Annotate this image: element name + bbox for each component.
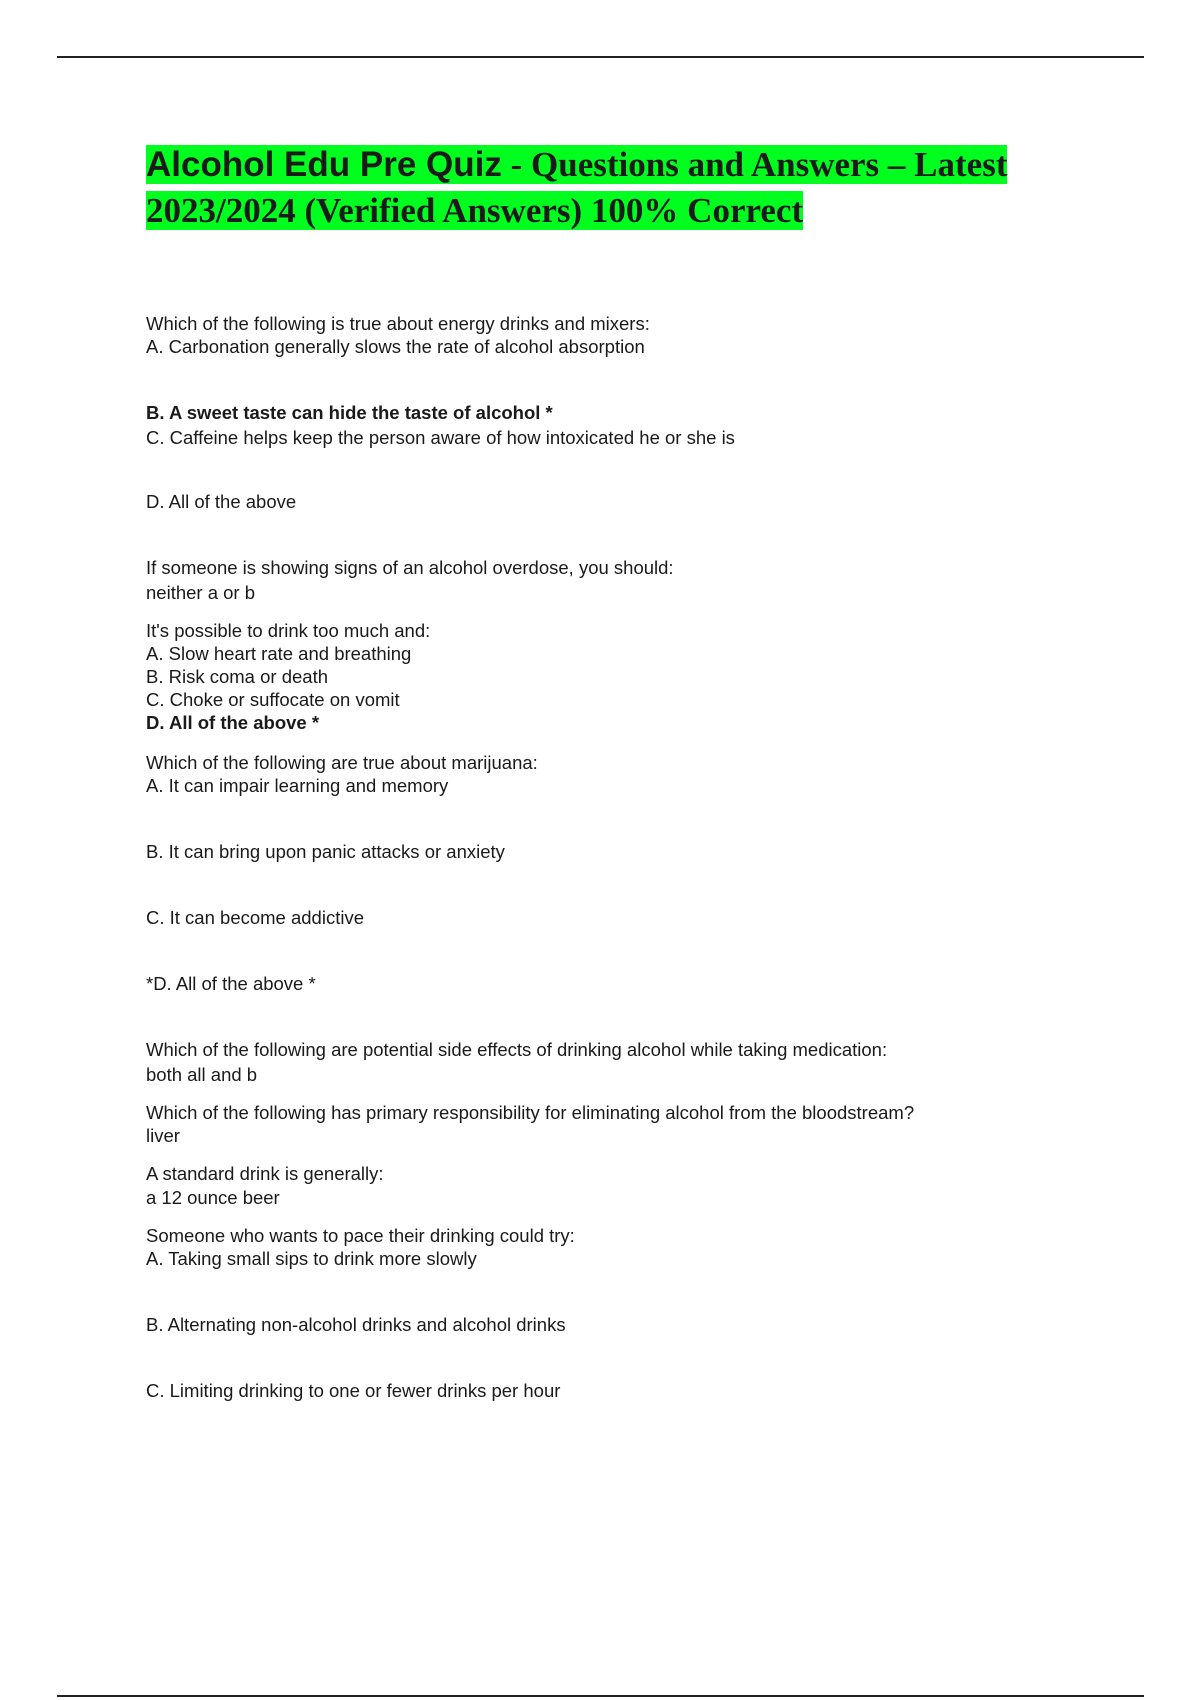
answer-line: neither a or b xyxy=(146,582,256,603)
answer-line: liver xyxy=(146,1125,180,1146)
question-bloodstream: Which of the following has primary responsibility for eliminating alcohol from the bloodstream? xyxy=(146,1102,915,1123)
answer-line: C. It can become addictive xyxy=(146,907,364,928)
title-part-line2: 2023/2024 (Verified Answers) 100% Correct xyxy=(146,191,804,230)
answer-line: A. It can impair learning and memory xyxy=(146,775,449,796)
title-part-sans: Alcohol Edu Pre Quiz xyxy=(146,145,502,184)
answer-line: A. Taking small sips to drink more slowly xyxy=(146,1248,477,1269)
answer-line: C. Choke or suffocate on vomit xyxy=(146,689,400,710)
question-standard-drink: A standard drink is generally: xyxy=(146,1163,384,1184)
title-part-serif: - Questions and Answers – Latest xyxy=(501,145,1008,184)
answer-line: B. Risk coma or death xyxy=(146,666,328,687)
answer-line: B. It can bring upon panic attacks or anxiety xyxy=(146,841,505,862)
document-title xyxy=(146,142,1066,234)
answer-line: C. Limiting drinking to one or fewer drinks per hour xyxy=(146,1380,561,1401)
question-medication: Which of the following are potential side effects of drinking alcohol while taking medication: xyxy=(146,1039,888,1060)
answer-line: *D. All of the above * xyxy=(146,973,316,994)
correct-answer-line: D. All of the above * xyxy=(146,712,320,733)
answer-line: both all and b xyxy=(146,1064,258,1085)
question-energy-drinks: Which of the following is true about energy drinks and mixers: xyxy=(146,313,650,334)
question-drink-too-much: It's possible to drink too much and: xyxy=(146,620,431,641)
answer-line: A. Carbonation generally slows the rate of alcohol absorption xyxy=(146,336,645,357)
question-overdose: If someone is showing signs of an alcohol overdose, you should: xyxy=(146,557,674,578)
bottom-rule xyxy=(57,1695,1144,1697)
question-pace-drinking: Someone who wants to pace their drinking could try: xyxy=(146,1225,575,1246)
top-rule xyxy=(57,56,1144,58)
answer-line: a 12 ounce beer xyxy=(146,1187,280,1208)
answer-line: D. All of the above xyxy=(146,491,297,512)
answer-line: A. Slow heart rate and breathing xyxy=(146,643,412,664)
answer-line: B. Alternating non-alcohol drinks and alcohol drinks xyxy=(146,1314,566,1335)
question-marijuana: Which of the following are true about marijuana: xyxy=(146,752,538,773)
answer-line: C. Caffeine helps keep the person aware of how intoxicated he or she is xyxy=(146,427,735,448)
correct-answer-line: B. A sweet taste can hide the taste of alcohol * xyxy=(146,402,553,423)
